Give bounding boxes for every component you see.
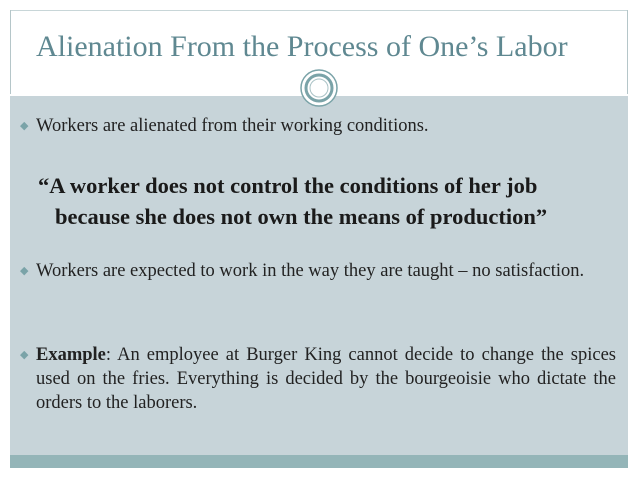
quote-line: because she does not own the means of production” [55, 204, 548, 229]
quote-block [38, 170, 598, 232]
circle-ornament-icon [299, 68, 339, 108]
frame-top-border [10, 10, 628, 11]
bullet-text: Workers are alienated from their working conditions. [36, 116, 429, 136]
bullet-text: Workers are expected to work in the way they are taught – no satisfaction. [36, 261, 585, 281]
footer-bar [10, 455, 628, 468]
diamond-bullet-icon: ◆ [20, 265, 29, 277]
example-label: Example [36, 345, 106, 365]
bullet-text [36, 343, 616, 415]
diamond-bullet-icon: ◆ [20, 349, 29, 361]
example-text: : An employee at Burger King cannot decide to change the spices used on the fries. Everything is decided by the bourgeoisie who dictate the orders to the laborers. [36, 345, 616, 413]
slide-title: Alienation From the Process of One’s Labor [36, 30, 568, 63]
diamond-bullet-icon: ◆ [20, 120, 29, 132]
quote-line: “A worker does not control the conditions of her job [38, 173, 538, 198]
